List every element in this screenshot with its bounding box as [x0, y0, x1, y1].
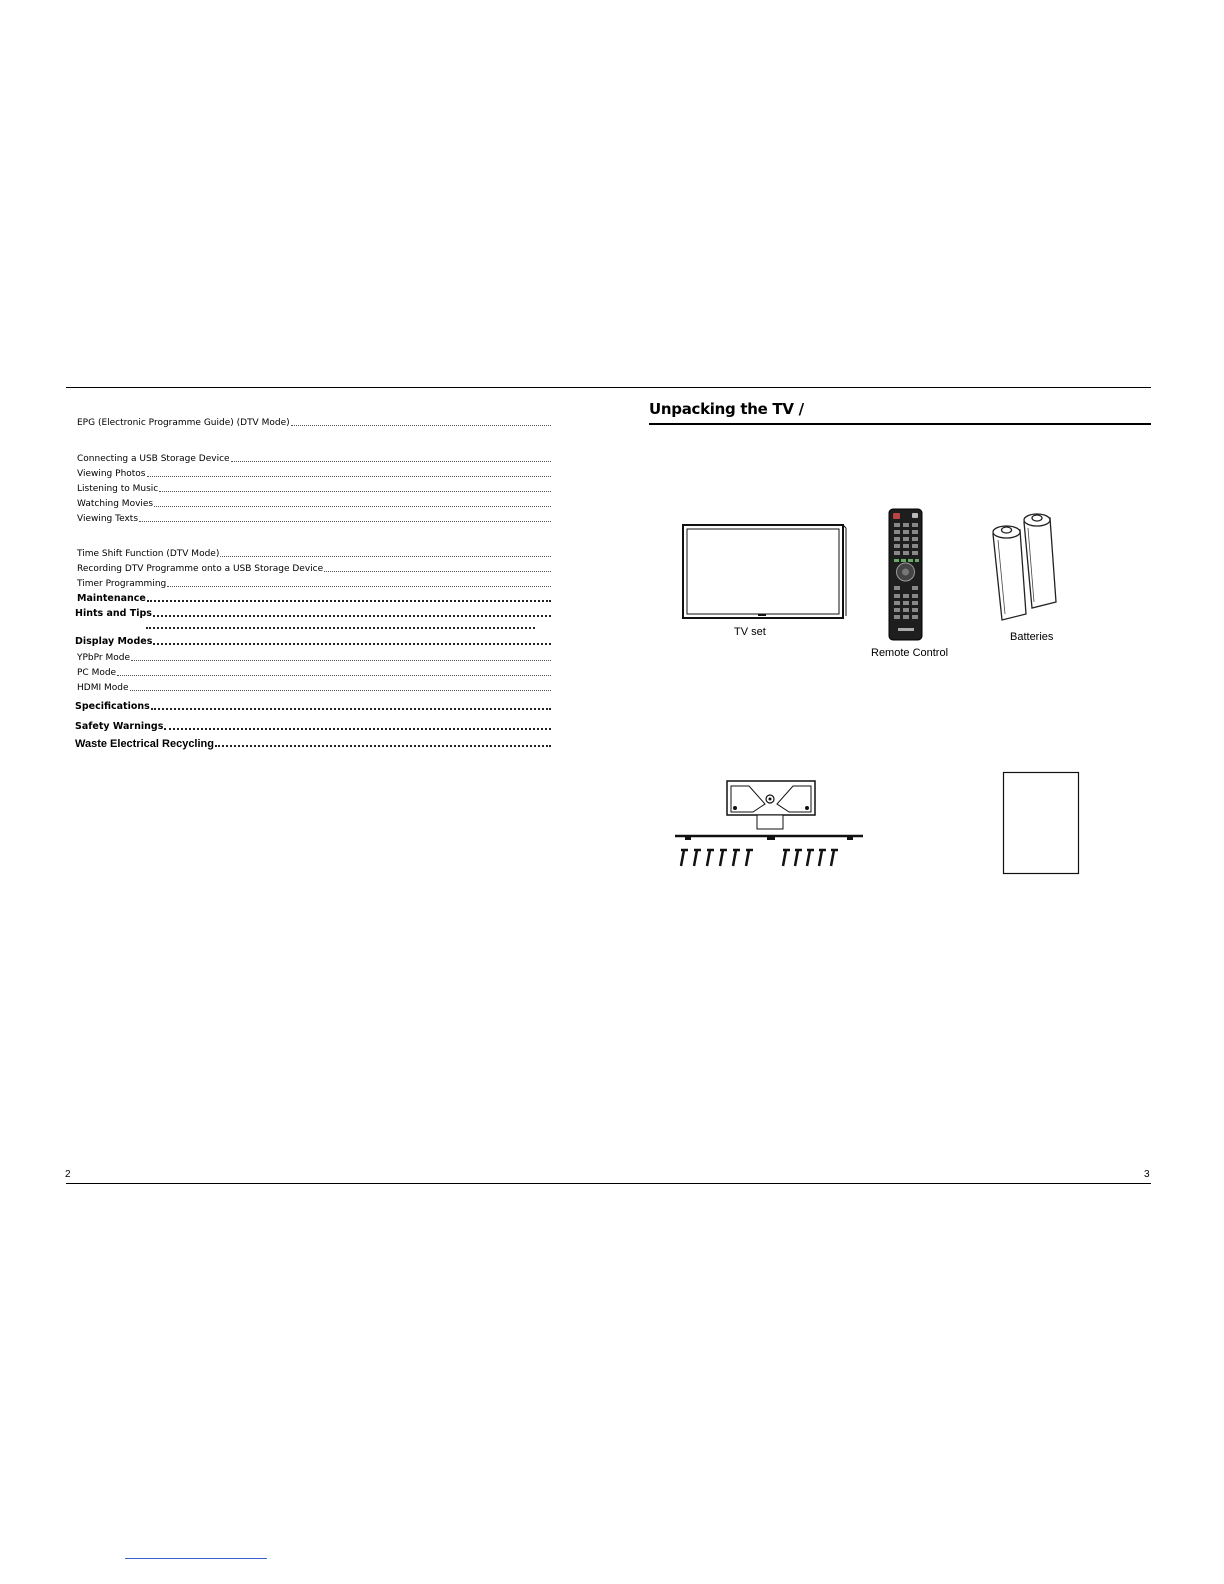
- batteries-caption: Batteries: [1010, 631, 1054, 643]
- toc-entry[interactable]: [77, 481, 551, 495]
- right-page-number: 3: [1144, 1169, 1150, 1180]
- toc-entry-label: Time Shift Function (DTV Mode): [77, 549, 220, 559]
- toc-leader-dots: [147, 475, 552, 477]
- toc-entry-label: Safety Warnings: [75, 721, 164, 732]
- toc-leader-dots: [220, 555, 551, 557]
- toc-entry-label: Maintenance: [77, 593, 146, 604]
- toc-entry[interactable]: [77, 511, 551, 525]
- section-title: Unpacking the TV /: [649, 400, 804, 418]
- toc-entry[interactable]: [77, 576, 551, 590]
- toc-entry[interactable]: [75, 634, 551, 648]
- section-title-rule: [649, 423, 1151, 425]
- toc-entry[interactable]: [75, 736, 551, 750]
- toc-leader-dots: [130, 689, 552, 691]
- toc-leader-dots: [167, 585, 551, 587]
- toc-entry[interactable]: [77, 451, 551, 465]
- toc-entry-label: Display Modes: [75, 636, 153, 647]
- tv-set-caption: TV set: [734, 626, 766, 638]
- toc-entry-label: Recording DTV Programme onto a USB Storage Device: [77, 564, 324, 574]
- toc-leader-dots: [147, 599, 551, 602]
- toc-entry[interactable]: [77, 680, 551, 694]
- toc-entry-label: Viewing Photos: [77, 469, 146, 479]
- toc-entry-label: Listening to Music: [77, 484, 159, 494]
- toc-leader-dots: [151, 707, 551, 710]
- toc-entry[interactable]: [77, 561, 551, 575]
- remote-control-caption: Remote Control: [871, 647, 949, 659]
- toc-leader-dots: [291, 424, 551, 426]
- toc-leader-dots: [215, 744, 551, 747]
- toc-entry-label: Waste Electrical Recycling: [75, 738, 214, 750]
- toc-continuation-dots: [145, 618, 535, 632]
- toc-entry[interactable]: [77, 546, 551, 560]
- toc-entry-label: HDMI Mode: [77, 683, 129, 693]
- remote-control-illustration: [888, 508, 924, 642]
- toc-entry-label: PC Mode: [77, 668, 117, 678]
- toc-entry-label: EPG (Electronic Programme Guide) (DTV Mode): [77, 418, 290, 428]
- toc-leader-dots: [146, 626, 535, 629]
- left-page-number: 2: [65, 1169, 71, 1180]
- toc-leader-dots: [154, 505, 551, 507]
- toc-entry-label: YPbPr Mode: [77, 653, 130, 663]
- toc-entry-label: Timer Programming: [77, 579, 167, 589]
- toc-entry[interactable]: [75, 699, 551, 713]
- toc-leader-dots: [131, 659, 551, 661]
- toc-entry[interactable]: [77, 496, 551, 510]
- toc-leader-dots: [153, 614, 551, 617]
- top-rule: [66, 387, 1151, 388]
- stand-and-screws-illustration: [673, 778, 868, 873]
- toc-leader-dots: [159, 490, 551, 492]
- manual-illustration: [1002, 771, 1082, 877]
- toc-entry[interactable]: [77, 650, 551, 664]
- toc-leader-dots: [117, 674, 551, 676]
- toc-leader-dots: [164, 727, 551, 730]
- toc-entry-label: Watching Movies: [77, 499, 154, 509]
- bottom-rule: [66, 1183, 1151, 1184]
- toc-entry[interactable]: [77, 591, 551, 605]
- toc-leader-dots: [139, 520, 551, 522]
- toc-entry[interactable]: [77, 415, 551, 429]
- toc-entry-label: Hints and Tips: [75, 608, 152, 619]
- toc-entry[interactable]: [77, 665, 551, 679]
- link-underline[interactable]: [125, 1558, 267, 1559]
- batteries-illustration: [988, 510, 1060, 622]
- toc-entry-label: Specifications: [75, 701, 150, 712]
- toc-entry[interactable]: [77, 466, 551, 480]
- toc-leader-dots: [231, 460, 551, 462]
- toc-leader-dots: [153, 642, 551, 645]
- toc-leader-dots: [324, 570, 551, 572]
- toc-entry-label: Connecting a USB Storage Device: [77, 454, 230, 464]
- tv-set-illustration: [680, 522, 850, 622]
- toc-entry[interactable]: [75, 719, 551, 733]
- toc-entry-label: Viewing Texts: [77, 514, 139, 524]
